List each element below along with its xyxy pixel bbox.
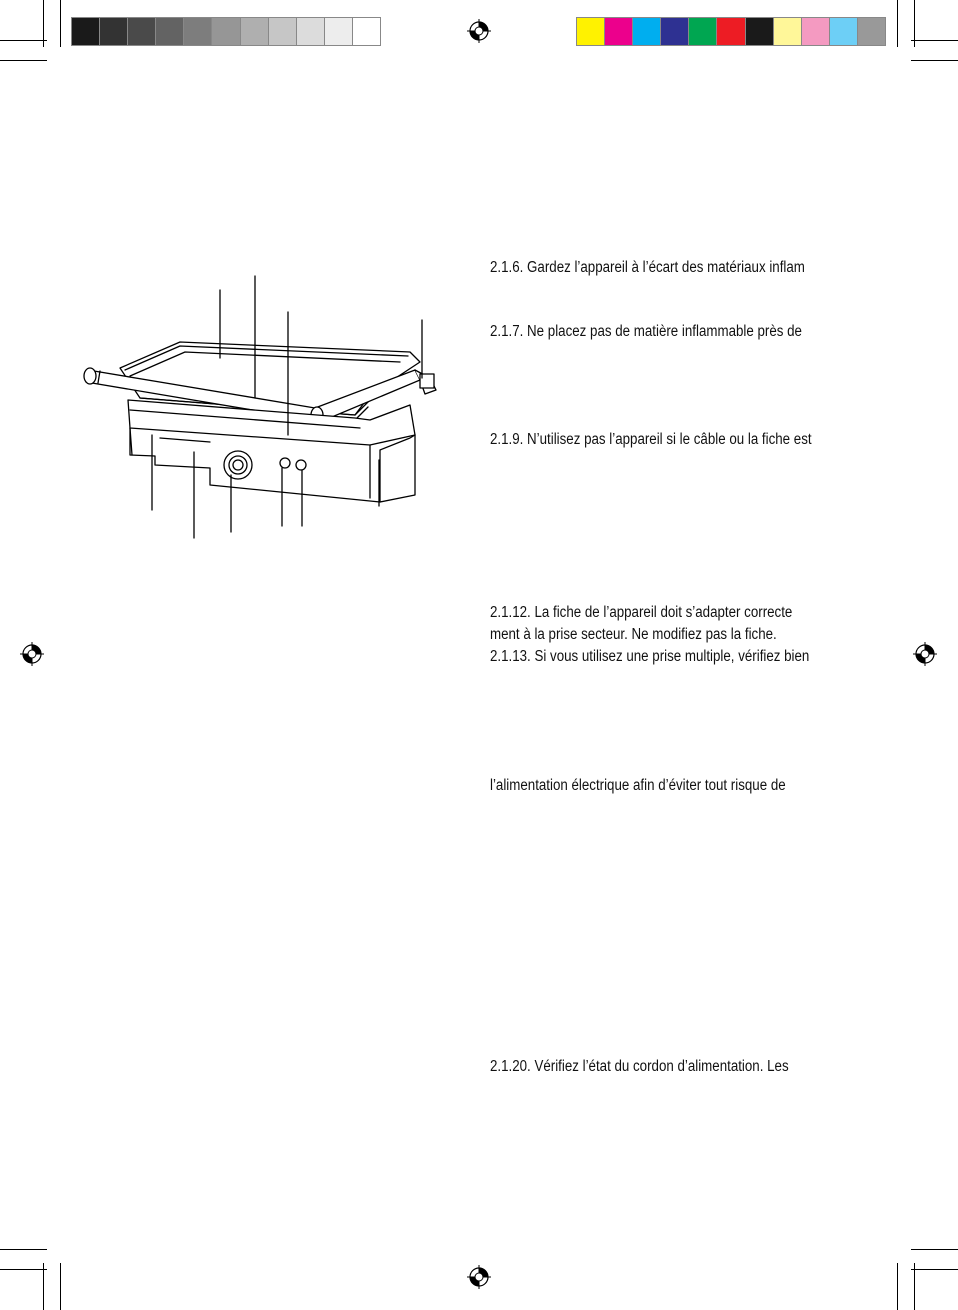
color-swatch xyxy=(774,18,802,45)
contact-grill-illustration xyxy=(70,270,450,540)
safety-instruction-2-1-7: 2.1.7. Ne placez pas de matière inflammable près de xyxy=(490,323,802,340)
gray-swatch xyxy=(72,18,100,45)
gray-swatch xyxy=(269,18,297,45)
safety-instruction-2-1-6: 2.1.6. Gardez l’appareil à l’écart des matériaux inflam xyxy=(490,259,805,276)
color-swatch xyxy=(661,18,689,45)
registration-mark-icon xyxy=(20,642,44,666)
color-swatch xyxy=(577,18,605,45)
color-swatch xyxy=(633,18,661,45)
gray-swatch xyxy=(212,18,240,45)
color-calibration-bar xyxy=(576,17,886,46)
registration-mark-icon xyxy=(467,1265,491,1289)
color-swatch xyxy=(689,18,717,45)
registration-mark-icon xyxy=(467,19,491,43)
grayscale-calibration-bar xyxy=(71,17,381,46)
color-swatch xyxy=(802,18,830,45)
registration-mark-icon xyxy=(913,642,937,666)
safety-instruction-2-1-12-line-2: ment à la prise secteur. Ne modifiez pas la fiche. xyxy=(490,626,777,643)
color-swatch xyxy=(830,18,858,45)
gray-swatch xyxy=(156,18,184,45)
gray-swatch xyxy=(353,18,380,45)
gray-swatch xyxy=(241,18,269,45)
color-swatch xyxy=(746,18,774,45)
color-swatch xyxy=(858,18,885,45)
safety-instruction-continuation: l’alimentation électrique afin d’éviter tout risque de xyxy=(490,777,786,794)
safety-instruction-2-1-9: 2.1.9. N’utilisez pas l’appareil si le câble ou la fiche est xyxy=(490,431,812,448)
color-swatch xyxy=(605,18,633,45)
gray-swatch xyxy=(128,18,156,45)
safety-instruction-2-1-20: 2.1.20. Vérifiez l’état du cordon d’alimentation. Les xyxy=(490,1058,789,1075)
gray-swatch xyxy=(100,18,128,45)
color-swatch xyxy=(717,18,745,45)
gray-swatch xyxy=(297,18,325,45)
safety-instruction-2-1-12-line-1: 2.1.12. La fiche de l’appareil doit s’adapter correcte xyxy=(490,604,793,621)
gray-swatch xyxy=(184,18,212,45)
gray-swatch xyxy=(325,18,353,45)
safety-instruction-2-1-13: 2.1.13. Si vous utilisez une prise multiple, vérifiez bien xyxy=(490,648,810,665)
